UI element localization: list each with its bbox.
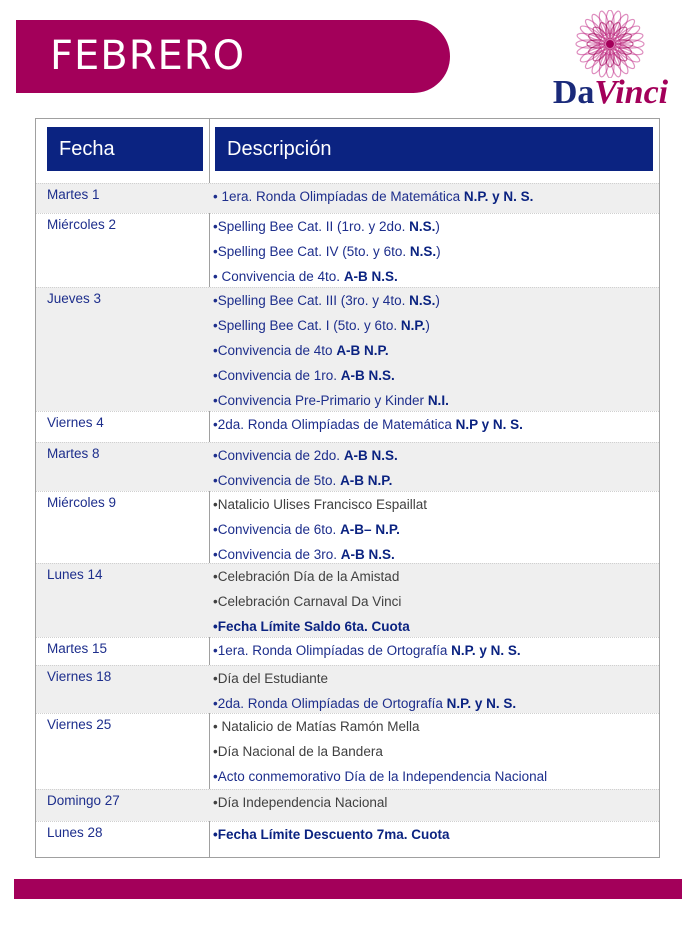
table-row: [36, 789, 659, 821]
event-description: [213, 412, 653, 437]
event-text: •Convivencia de 4to: [213, 343, 337, 358]
event-text: •Fecha Límite Saldo 6ta. Cuota: [213, 619, 410, 634]
event-description: [213, 614, 653, 639]
event-date: Miércoles 9: [47, 495, 117, 510]
event-description: [213, 564, 653, 589]
davinci-logo: [548, 10, 673, 110]
event-level: A-B N.P.: [340, 473, 393, 488]
event-text: •Spelling Bee Cat. I (5to. y 6to.: [213, 318, 401, 333]
event-description: [213, 764, 653, 789]
event-description: [213, 517, 653, 542]
event-description: [213, 666, 653, 691]
footer-bar: [14, 879, 682, 899]
event-description: [213, 790, 653, 815]
event-level: N.S.: [409, 244, 437, 259]
event-text: •Acto conmemorativo Día de la Independencia Nacional: [213, 769, 548, 784]
event-description: [213, 184, 653, 209]
event-text: •Spelling Bee Cat. III (3ro. y 4to.: [213, 293, 410, 308]
event-descriptions: [213, 492, 653, 567]
event-level: N.P. y N. S.: [451, 643, 521, 658]
event-date: Viernes 18: [47, 669, 112, 684]
event-level: N.P. y N. S.: [446, 696, 517, 711]
event-text: •Día Nacional de la Bandera: [213, 744, 383, 759]
event-date: Lunes 28: [47, 825, 103, 840]
table-row: [36, 287, 659, 411]
event-level: A-B– N.P.: [340, 522, 400, 537]
event-description: [213, 468, 653, 493]
event-description: [213, 288, 653, 313]
event-text: • Convivencia de 4to.: [213, 269, 344, 284]
event-descriptions: [213, 214, 653, 289]
table-row: [36, 563, 659, 637]
event-date: Lunes 14: [47, 567, 103, 582]
event-date: Domingo 27: [47, 793, 120, 808]
event-text: •1era. Ronda Olimpíadas de Ortografía: [213, 643, 452, 658]
event-level: N.P.: [400, 318, 426, 333]
table-row: [36, 213, 659, 287]
event-text: •Spelling Bee Cat. II (1ro. y 2do.: [213, 219, 410, 234]
table-row: [36, 713, 659, 789]
event-level: A-B N.P.: [336, 343, 389, 358]
month-banner: [16, 20, 450, 93]
event-text-suffix: ): [435, 219, 440, 234]
event-level: A-B N.S.: [343, 269, 398, 284]
event-text: • Natalicio de Matías Ramón Mella: [213, 719, 420, 734]
event-descriptions: [213, 714, 653, 789]
event-descriptions: [213, 288, 653, 413]
table-row: [36, 411, 659, 442]
event-text: •Convivencia de 1ro.: [213, 368, 341, 383]
event-level: A-B N.S.: [340, 368, 395, 383]
event-text-suffix: ): [436, 244, 441, 259]
event-text: •Día Independencia Nacional: [213, 795, 388, 810]
event-descriptions: [213, 443, 653, 493]
event-descriptions: [213, 564, 653, 639]
event-description: [213, 338, 653, 363]
event-date: Martes 8: [47, 446, 100, 461]
event-description: [213, 443, 653, 468]
event-level: N.P y N. S.: [455, 417, 523, 432]
event-text: •Convivencia de 3ro.: [213, 547, 341, 562]
event-level: N.S.: [409, 293, 436, 308]
logo-vinci: Vinci: [594, 74, 669, 111]
event-description: [213, 739, 653, 764]
event-text: •Día del Estudiante: [213, 671, 329, 686]
event-level: A-B N.S.: [343, 448, 398, 463]
event-descriptions: [213, 822, 653, 847]
event-description: [213, 714, 653, 739]
event-description: [213, 638, 653, 663]
event-description: [213, 239, 653, 264]
logo-da: Da: [552, 74, 595, 111]
event-description: [213, 214, 653, 239]
event-text: •Spelling Bee Cat. IV (5to. y 6to.: [213, 244, 410, 259]
event-level: N.S.: [409, 219, 436, 234]
month-title: FEBRERO: [50, 33, 246, 79]
event-description: [213, 492, 653, 517]
event-descriptions: [213, 412, 653, 437]
event-text: •Convivencia Pre-Primario y Kinder: [213, 393, 428, 408]
event-descriptions: [213, 790, 653, 815]
event-date: Martes 15: [47, 641, 108, 656]
event-text: •Natalicio Ulises Francisco Espaillat: [213, 497, 428, 512]
event-text-suffix: ): [435, 293, 440, 308]
event-text: •Fecha Límite Descuento 7ma. Cuota: [213, 827, 450, 842]
event-text: • 1era. Ronda Olimpíadas de Matemática: [213, 189, 464, 204]
event-description: [213, 313, 653, 338]
event-date: Viernes 25: [47, 717, 112, 732]
event-level: A-B N.S.: [340, 547, 395, 562]
event-description: [213, 589, 653, 614]
mandala-icon: [551, 10, 669, 78]
table-row: [36, 665, 659, 713]
event-description: [213, 822, 653, 847]
event-date: Miércoles 2: [47, 217, 117, 232]
table-row: [36, 183, 659, 213]
event-text: •Convivencia de 5to.: [213, 473, 341, 488]
event-descriptions: [213, 184, 653, 209]
header-descripcion: Descripción: [215, 127, 653, 171]
event-descriptions: [213, 666, 653, 716]
event-date: Viernes 4: [47, 415, 104, 430]
table-row: [36, 637, 659, 665]
event-text: •Celebración Carnaval Da Vinci: [213, 594, 402, 609]
logo-wordmark: [548, 76, 673, 110]
events-table: [35, 118, 660, 858]
event-description: [213, 388, 653, 413]
event-text: •Convivencia de 6to.: [213, 522, 341, 537]
event-description: [213, 264, 653, 289]
event-level: N.I.: [427, 393, 449, 408]
table-row: [36, 491, 659, 563]
event-descriptions: [213, 638, 653, 663]
event-text-suffix: ): [425, 318, 430, 333]
table-row: [36, 442, 659, 491]
event-text: •2da. Ronda Olimpíadas de Ortografía: [213, 696, 447, 711]
event-date: Martes 1: [47, 187, 100, 202]
table-row: [36, 821, 659, 853]
event-level: N.P. y N. S.: [463, 189, 534, 204]
event-date: Jueves 3: [47, 291, 102, 306]
event-text: •Convivencia de 2do.: [213, 448, 344, 463]
event-text: •2da. Ronda Olimpíadas de Matemática: [213, 417, 456, 432]
event-description: [213, 363, 653, 388]
header-fecha: Fecha: [47, 127, 203, 171]
event-text: •Celebración Día de la Amistad: [213, 569, 400, 584]
